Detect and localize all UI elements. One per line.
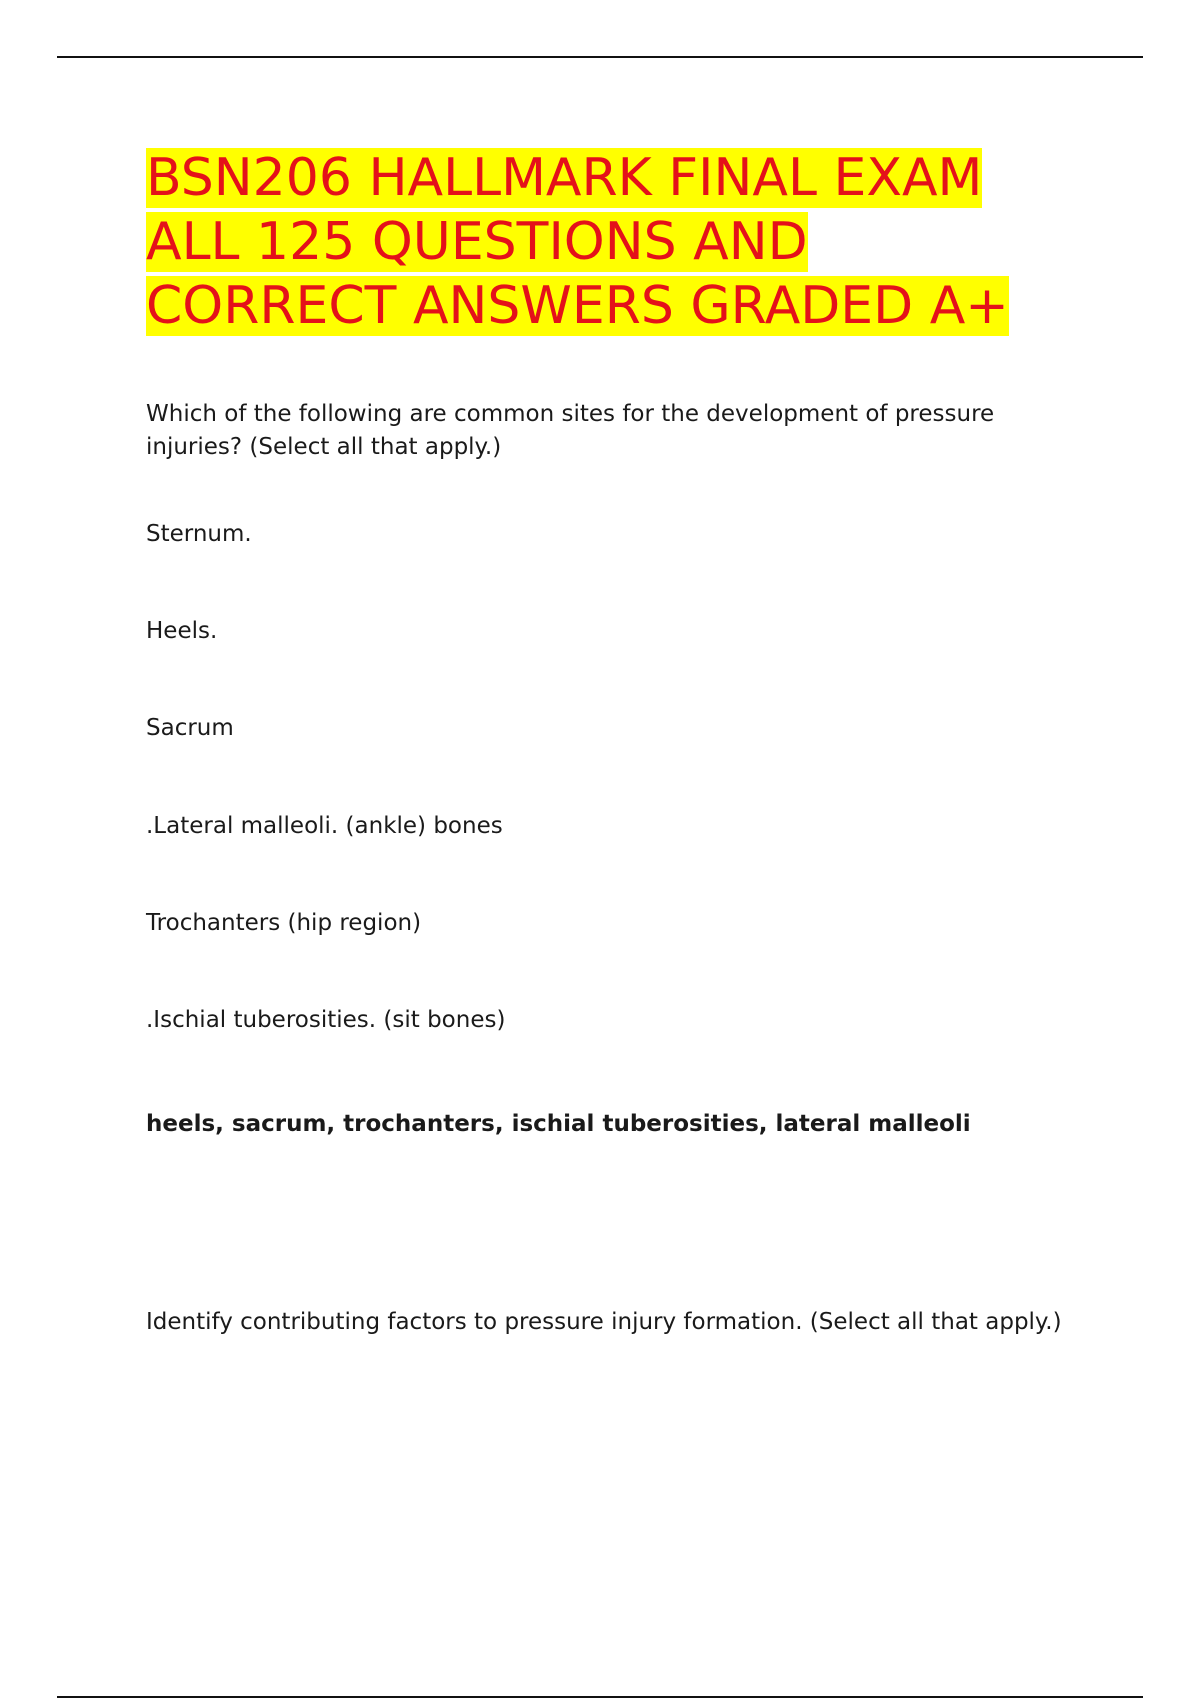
question-1-option-1: Sternum.: [146, 521, 252, 547]
question-1-option-6: .Ischial tuberosities. (sit bones): [146, 1007, 506, 1033]
question-1-option-3: Sacrum: [146, 715, 234, 741]
question-1-answer: heels, sacrum, trochanters, ischial tuberosities, lateral malleoli: [146, 1111, 971, 1137]
question-1-option-2: Heels.: [146, 618, 218, 644]
question-1-text: Which of the following are common sites for the development of pressure injuries? (Select all that apply.): [146, 401, 995, 460]
title-line-2: ALL 125 QUESTIONS AND: [146, 212, 808, 272]
title-line-1: BSN206 HALLMARK FINAL EXAM: [146, 148, 983, 208]
question-1-option-4: .Lateral malleoli. (ankle) bones: [146, 813, 503, 839]
document-title: [146, 146, 1076, 338]
question-2-text: Identify contributing factors to pressure injury formation. (Select all that apply.): [146, 1309, 1062, 1335]
bottom-rule: [57, 1696, 1143, 1698]
title-line-3: CORRECT ANSWERS GRADED A+: [146, 276, 1009, 336]
question-1-option-5: Trochanters (hip region): [146, 910, 422, 936]
top-rule: [57, 56, 1143, 58]
document-body: [146, 146, 1076, 1335]
